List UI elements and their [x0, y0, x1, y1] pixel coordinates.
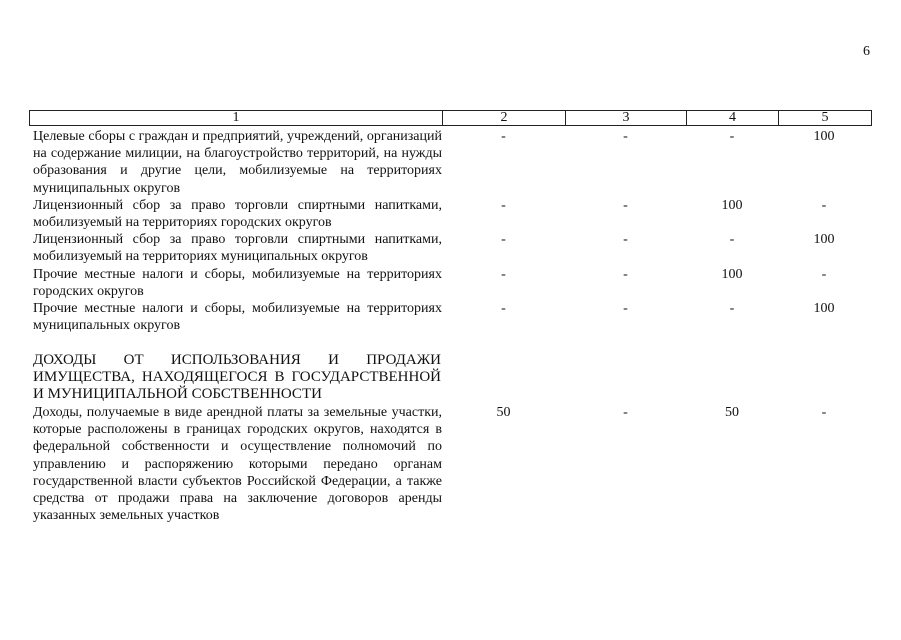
section-table-body	[29, 404, 872, 524]
row-value-col2: -	[501, 197, 506, 213]
column-header-5: 5	[821, 110, 829, 125]
column-header-2: 2	[443, 111, 566, 125]
table-row	[29, 231, 872, 265]
table-row	[29, 300, 872, 334]
row-value-col4: -	[729, 129, 735, 144]
row-label: Лицензионный сбор за право торговли спиртными напитками, мобилизуемый на территориях муниципальных округов	[33, 232, 442, 265]
column-header-1: 1	[30, 111, 443, 125]
row-value-col2: -	[501, 266, 506, 282]
row-value-col3: -	[623, 129, 628, 144]
row-value-col5: -	[821, 405, 827, 420]
table-row	[29, 128, 872, 197]
row-value-col5: 100	[813, 129, 835, 144]
row-value-col3: -	[623, 301, 628, 317]
row-label: Доходы, получаемые в виде арендной платы за земельные участки, которые расположены в границах городских округов, находятся в федеральной собственности и осуществление полномочий по управлению и распоряжению которыми передано органам государственной власти субъектов Российской Федерации, а также средства от продажи права на заключение договоров аренды указанных земельных участков	[33, 405, 442, 524]
row-value-col4: 100	[721, 197, 743, 213]
row-value-col4: -	[729, 301, 735, 317]
table-header-row	[29, 110, 872, 126]
row-value-col5: -	[821, 266, 827, 282]
section-heading: ДОХОДЫ ОТ ИСПОЛЬЗОВАНИЯ И ПРОДАЖИ ИМУЩЕСТВА, НАХОДЯЩЕГОСЯ В ГОСУДАРСТВЕННОЙ И МУНИЦИПАЛЬНОЙ СОБСТВЕННОСТИ	[33, 352, 441, 402]
column-header-4: 4	[687, 111, 779, 125]
row-value-col2: 50	[496, 405, 511, 420]
row-value-col4: 50	[725, 405, 739, 420]
row-value-col3: -	[623, 405, 628, 420]
row-value-col2: -	[501, 232, 506, 248]
row-value-col2: -	[501, 129, 506, 144]
column-header-3: 3	[566, 111, 687, 125]
row-value-col2: -	[501, 301, 506, 317]
page-number: 6	[863, 44, 870, 59]
row-label: Прочие местные налоги и сборы, мобилизуемые на территориях муниципальных округов	[33, 301, 442, 334]
table-body	[29, 128, 872, 334]
row-value-col5: 100	[813, 301, 835, 317]
row-value-col5: -	[821, 197, 827, 213]
row-value-col3: -	[623, 197, 628, 213]
row-label: Целевые сборы с граждан и предприятий, учреждений, организаций на содержание милиции, на благоустройство территорий, на нужды образования и другие цели, мобилизуемые на территориях муниципальных округов	[33, 129, 442, 196]
row-value-col3: -	[623, 232, 628, 248]
row-value-col4: 100	[721, 266, 743, 282]
row-value-col3: -	[623, 266, 628, 282]
table-row	[29, 197, 872, 231]
row-label: Прочие местные налоги и сборы, мобилизуемые на территориях городских округов	[33, 266, 442, 299]
row-label: Лицензионный сбор за право торговли спиртными напитками, мобилизуемый на территориях городских округов	[33, 197, 442, 231]
table-row	[29, 404, 872, 524]
row-value-col5: 100	[813, 232, 835, 248]
table-row	[29, 266, 872, 300]
row-value-col4: -	[729, 232, 735, 248]
